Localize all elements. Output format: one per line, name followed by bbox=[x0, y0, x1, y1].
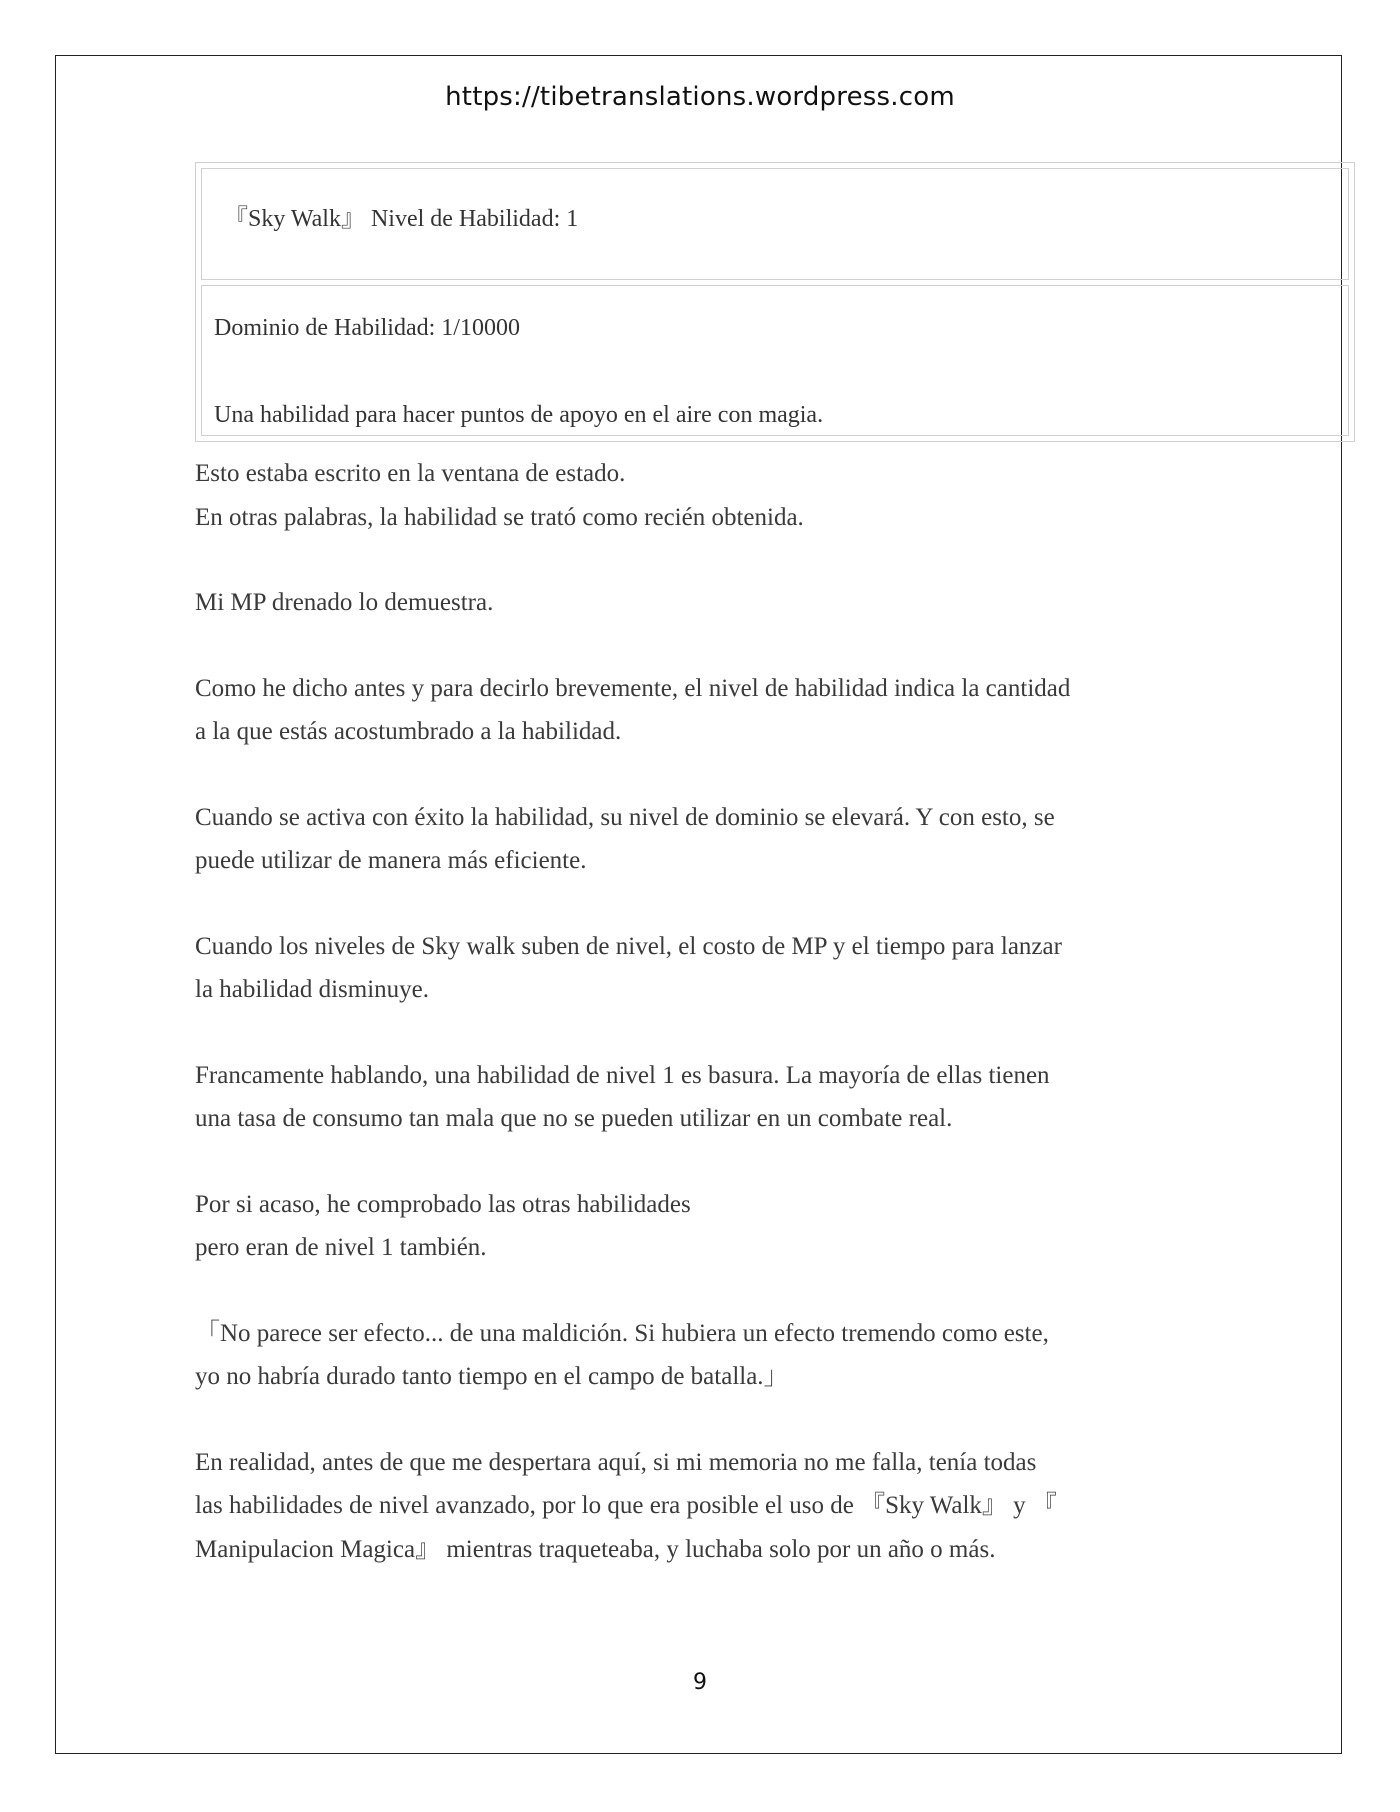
text-line: Cuando se activa con éxito la habilidad, su nivel de dominio se elevará. Y con esto, se bbox=[195, 803, 1055, 831]
text-line: las habilidades de nivel avanzado, por lo que era posible el uso de 『Sky Walk』 y 『 bbox=[195, 1492, 1057, 1519]
paragraph bbox=[195, 1054, 1245, 1141]
text-line: Manipulacion Magica』 mientras traqueteaba, y luchaba solo por un año o más. bbox=[195, 1535, 996, 1563]
skill-status-box bbox=[195, 162, 1355, 442]
paragraph bbox=[195, 581, 1245, 625]
text-line: Por si acaso, he comprobado las otras habilidades bbox=[195, 1190, 691, 1218]
header-url: https://tibetranslations.wordpress.com bbox=[445, 82, 955, 112]
paragraph bbox=[195, 1441, 1245, 1572]
text-line: pero eran de nivel 1 también. bbox=[195, 1234, 487, 1261]
paragraph bbox=[195, 452, 1245, 539]
paragraph bbox=[195, 1183, 1245, 1270]
text-line: En realidad, antes de que me despertara aquí, si mi memoria no me falla, tenía todas bbox=[195, 1448, 1037, 1476]
skill-mastery: Dominio de Habilidad: 1/10000 bbox=[214, 315, 520, 341]
paragraph bbox=[195, 925, 1245, 1012]
skill-description: Una habilidad para hacer puntos de apoyo en el aire con magia. bbox=[214, 402, 824, 428]
skill-details-cell bbox=[201, 285, 1349, 436]
text-line: En otras palabras, la habilidad se trató como recién obtenida. bbox=[195, 503, 804, 531]
text-line: Mi MP drenado lo demuestra. bbox=[195, 589, 494, 616]
text-line: Esto estaba escrito en la ventana de estado. bbox=[195, 460, 626, 487]
text-line: 「No parece ser efecto... de una maldición. Si hubiera un efecto tremendo como este, bbox=[195, 1319, 1049, 1347]
text-line: Cuando los niveles de Sky walk suben de nivel, el costo de MP y el tiempo para lanzar bbox=[195, 932, 1062, 960]
text-line: una tasa de consumo tan mala que no se pueden utilizar en un combate real. bbox=[195, 1105, 953, 1132]
text-line: puede utilizar de manera más eficiente. bbox=[195, 847, 587, 874]
skill-title: 『Sky Walk』 Nivel de Habilidad: 1 bbox=[224, 206, 579, 232]
paragraph bbox=[195, 796, 1245, 883]
skill-title-cell bbox=[201, 168, 1349, 280]
page-number: 9 bbox=[693, 1670, 707, 1695]
body-text bbox=[195, 452, 1245, 1613]
text-line: yo no habría durado tanto tiempo en el campo de batalla.」 bbox=[195, 1363, 789, 1390]
text-line: la habilidad disminuye. bbox=[195, 976, 429, 1003]
text-line: a la que estás acostumbrado a la habilidad. bbox=[195, 718, 622, 745]
text-line: Como he dicho antes y para decirlo brevemente, el nivel de habilidad indica la cantidad bbox=[195, 674, 1071, 702]
paragraph bbox=[195, 667, 1245, 754]
text-line: Francamente hablando, una habilidad de nivel 1 es basura. La mayoría de ellas tienen bbox=[195, 1061, 1050, 1089]
paragraph bbox=[195, 1312, 1245, 1399]
